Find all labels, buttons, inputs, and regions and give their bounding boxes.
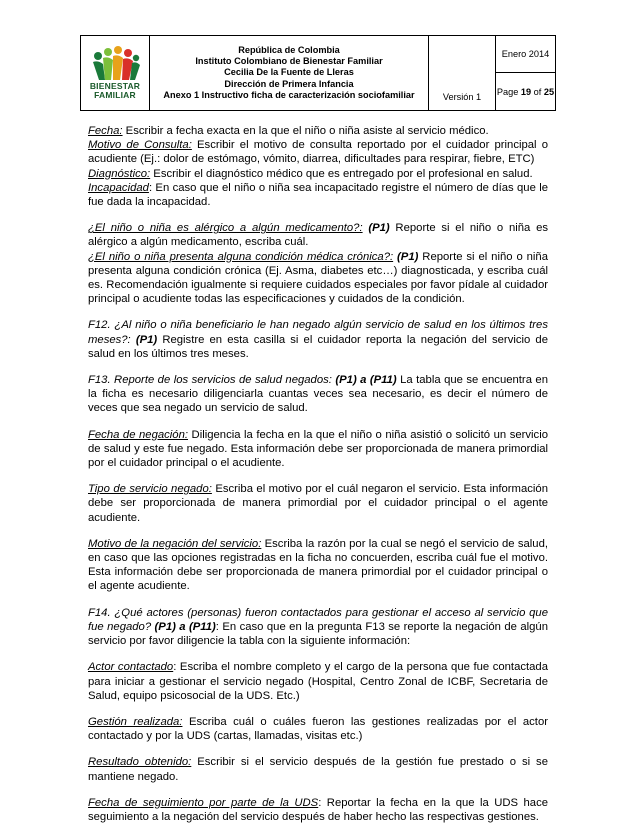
text: Reporte si el niño o niña es alérgico a algún medicamento, escriba cuál. [88, 222, 548, 249]
logo-text-line2: FAMILIAR [94, 90, 136, 100]
term-alergico: ¿El niño o niña es alérgico a algún medicamento?: [88, 222, 363, 235]
question-f14: F14. ¿Qué actores (personas) fueron contactados para gestionar el acceso al servicio que fue negado? [88, 606, 548, 633]
header-title-line: Dirección de Primera Infancia [224, 78, 354, 89]
question-f13: F13. Reporte de los servicios de salud negados: [88, 374, 332, 387]
text: Escribir si el servicio después de la gestión fue prestado o si se mantiene negado. [88, 756, 548, 783]
text: Escriba la razón por la cual se negó el servicio de salud, en caso que las opciones registradas en la ficha no concuerden, escriba cuál fue el motivo. Esta información debe ser proporcionada de manera primordial por el cuidador principal o el agente acudiente. [88, 537, 548, 593]
term-fecha-negacion: Fecha de negación: [88, 428, 189, 441]
term-fecha-seguimiento: Fecha de seguimiento por parte de la UDS [88, 796, 319, 809]
page-prefix: Page [496, 86, 521, 97]
paragraph-seguimiento [88, 796, 548, 824]
page-number [496, 73, 556, 111]
version-cell: Versión 1 [429, 36, 496, 111]
code: (P1) [130, 333, 158, 346]
paragraph-gestion [88, 715, 548, 743]
paragraph-tipo-servicio [88, 482, 548, 525]
text: La tabla que se encuentra en la ficha es necesario diligenciarla cuantas veces sea necesario, es decir el número de veces que sea negado un servicio de salud. [88, 374, 548, 415]
page-total: 25 [543, 86, 555, 97]
code: (P1) [393, 250, 419, 263]
term-gestion-realizada: Gestión realizada: [88, 715, 183, 728]
code: (P1) [362, 222, 390, 235]
text: Registre en esta casilla si el cuidador reporta la negación del servicio de salud en los últimos tres meses. [88, 333, 548, 360]
code: (P1) a (P11) [151, 620, 216, 633]
text: Escribir el diagnóstico médico que es entregado por el profesional en salud. [150, 167, 533, 180]
header-title-line: Instituto Colombiano de Bienestar Familiar [195, 56, 383, 67]
paragraph-resultado [88, 755, 548, 783]
date-cell: Enero 2014 [496, 36, 556, 73]
text: Escribir el motivo de consulta reportado por el cuidador principal o acudiente (Ej.: dolor de estómago, vómito, diarrea, dificultades para respirar, fiebre, ETC) [88, 139, 548, 166]
header-title-block [150, 36, 429, 111]
bienestar-familiar-logo-icon [89, 46, 141, 82]
paragraph-motivo-negacion [88, 537, 548, 594]
text: : Reportar la fecha en la que la UDS hace seguimiento a la negación del servicio después de haber hecho las respectivas gestiones. [88, 796, 548, 823]
term-resultado-obtenido: Resultado obtenido: [88, 756, 192, 769]
term-actor-contactado: Actor contactado [88, 661, 174, 674]
term-tipo-servicio: Tipo de servicio negado: [88, 483, 212, 496]
term-diagnostico: Diagnóstico: [88, 167, 151, 180]
term-condicion-cronica: ¿El niño o niña presenta alguna condición médica crónica?: [88, 250, 394, 263]
paragraph-actor [88, 660, 548, 703]
page-mid: of [531, 86, 544, 97]
document-header [80, 35, 556, 111]
header-title-line: Anexo 1 Instructivo ficha de caracterización sociofamiliar [163, 89, 415, 100]
question-f12: F12. ¿Al niño o niña beneficiario le han negado algún servicio de salud en los últimos tres meses?: [88, 319, 548, 346]
logo-text-line1: BIENESTAR [89, 81, 141, 91]
text: : En caso que el niño o niña sea incapacitado registre el número de días que le fue dada la incapacidad. [88, 181, 548, 209]
paragraph-f12 [88, 318, 548, 361]
paragraph-f13 [88, 373, 548, 416]
term-fecha: Fecha: [88, 125, 123, 137]
paragraph-fecha-negacion [88, 428, 548, 471]
term-motivo-consulta: Motivo de Consulta: [88, 139, 192, 152]
header-title-line: Cecilia De la Fuente de Lleras [224, 67, 354, 78]
paragraph-f14 [88, 606, 548, 649]
text: Reporte si el niño o niña presenta alguna condición crónica (Ej. Asma, diabetes etc…) diagnosticada, y escriba cuál es. Recomendación igualmente si requiere cuidados especiales por favor pídale al cuidador principal o acudiente todas las especificaciones y cuidados de la condición. [88, 250, 549, 306]
term-incapacidad: Incapacidad [88, 181, 149, 194]
header-title-line: República de Colombia [238, 44, 340, 55]
logo-text [81, 82, 149, 100]
text: Escriba cuál o cuáles fueron las gestiones realizadas por el actor contactado y por la UDS (cartas, llamadas, visitas etc.) [88, 715, 548, 743]
text: Escriba el motivo por el cuál negaron el servicio. Esta información debe ser proporcionada de manera primordial por el cuidador principal o el agente acudiente. [88, 483, 548, 524]
page-current: 19 [520, 86, 532, 97]
code: (P1) a (P11) [331, 374, 397, 387]
text: Diligencia la fecha en la que el niño o niña asistió o solicitó un servicio de salud y este fue negado. Esta información debe ser proporcionada de manera primordial por el cuidador principal o el acudiente. [88, 428, 548, 470]
term-motivo-negacion: Motivo de la negación del servicio: [88, 537, 262, 550]
paragraph-allergy-chronic [88, 221, 548, 306]
document-body [88, 124, 548, 836]
text: Escribir a fecha exacta en la que el niño o niña asiste al servicio médico. [122, 125, 489, 137]
text: : En caso que en la pregunta F13 se reporte la negación de algún servicio por favor diligencie la tabla con la siguiente información: [88, 620, 548, 648]
text: : Escriba el nombre completo y el cargo de la persona que fue contactada para iniciar a gestionar el servicio negado (Hospital, Centro Zonal de ICBF, Secretaria de Salud, equipo psicosocial de la UDS. Etc.) [88, 661, 548, 702]
paragraph-medical-visit [88, 124, 548, 209]
logo-cell [81, 36, 150, 111]
